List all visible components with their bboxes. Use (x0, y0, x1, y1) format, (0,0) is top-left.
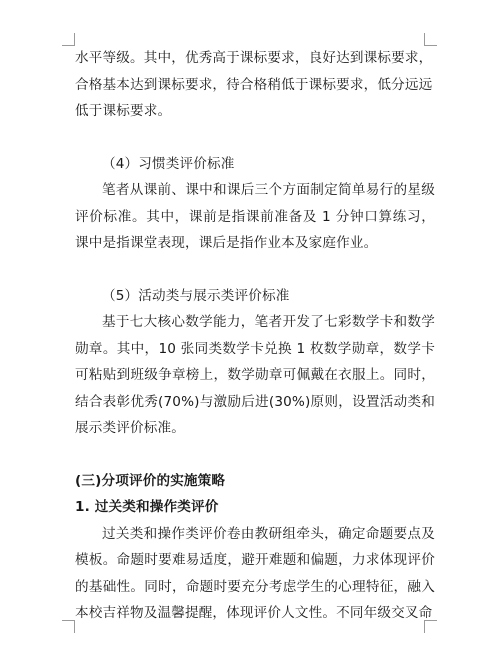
document-body (75, 45, 435, 627)
paragraph-assessment: 过关类和操作类评价卷由教研组牵头，确定命题要点及模板。命题时要难易适度，避开难题和偏题，力求体现评价的基础性。同时，命题时要充分考虑学生的心理特征，融入本校吉祥物及温馨提醒，体现评价人文性。不同年级交叉命 (75, 525, 435, 621)
heading-activity-criteria: （5）活动类与展示类评价标准 (102, 287, 290, 304)
paragraph-habit-criteria: 笔者从课前、课中和课后三个方面制定简单易行的星级评价标准。其中，课前是指课前准备及 1 分钟口算练习，课中是指课堂表现，课后是指作业本及家庭作业。 (75, 182, 435, 251)
paragraph-activity-criteria: 基于七大核心数学能力，笔者开发了七彩数学卡和数学勋章。其中，10 张同类数学卡兑换 1 枚数学勋章，数学卡可粘贴到班级争章榜上，数学勋章可佩戴在衣服上。同时，结合表彰优秀(70%)与激励后进(30%)原则，设置活动类和展示类评价标准。 (75, 314, 435, 436)
heading-habit-criteria: （4）习惯类评价标准 (102, 155, 235, 172)
crop-mark-bottom-left (62, 620, 75, 633)
paragraph-line: 水平等级。其中，优秀高于课标要求，良好达到课标要求， (75, 50, 433, 66)
section-heading: (三)分项评价的实施策略 (75, 472, 226, 489)
paragraph-line: 低于课标要求。 (75, 103, 172, 119)
subsection-heading: 1. 过关类和操作类评价 (75, 499, 219, 515)
crop-mark-top-left (62, 33, 75, 46)
paragraph-line: 合格基本达到课标要求，待合格稍低于课标要求，低分远远 (75, 76, 433, 93)
